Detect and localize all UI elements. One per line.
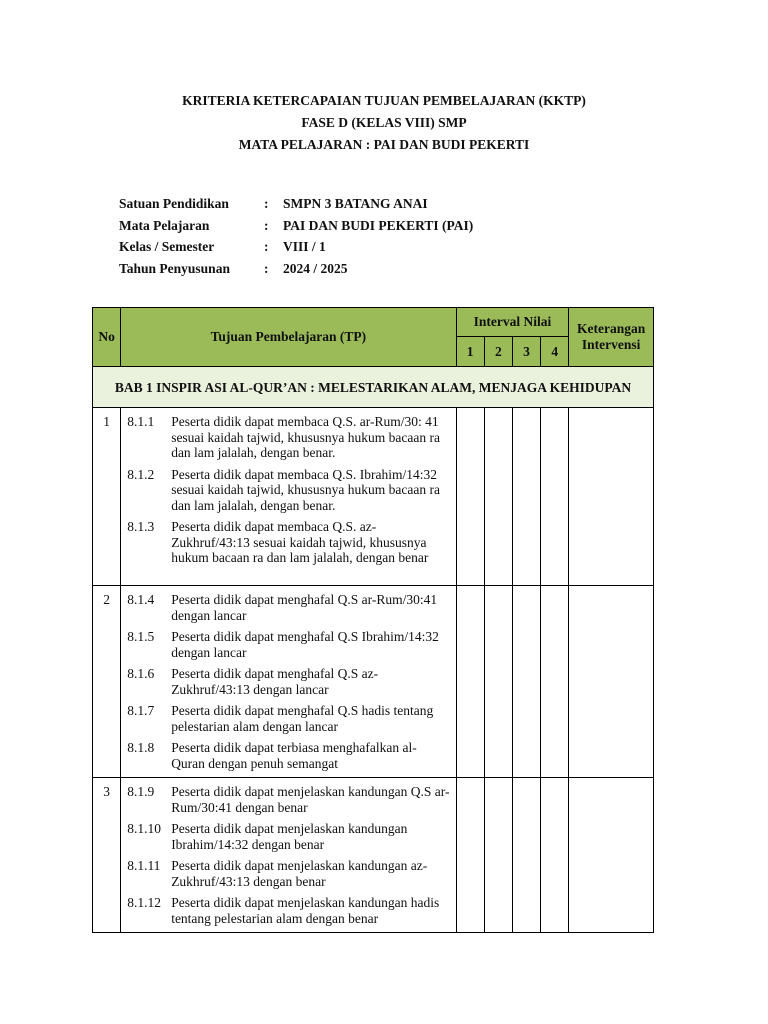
interval-cell[interactable] [512,586,540,778]
tp-item [127,592,449,623]
tp-code: 8.1.6 [127,666,155,681]
tp-code: 8.1.11 [127,858,161,873]
meta-row [119,196,473,218]
tp-item [127,858,449,889]
tp-item [127,414,449,461]
meta-value: VIII / 1 [283,239,326,254]
tp-text: Peserta didik dapat menjelaskan kandungan az-Zukhruf/43:13 dengan benar [171,858,428,889]
table-row [93,586,654,778]
meta-colon: : [264,239,269,254]
tp-text: Peserta didik dapat menghafal Q.S Ibrahim/14:32 dengan lancar [171,629,439,660]
tp-code: 8.1.3 [127,519,155,534]
table-row [93,778,654,933]
tp-code: 8.1.1 [127,414,155,429]
header-interval-value: 3 [512,337,540,367]
tp-item [127,821,449,852]
header-interval-value: 4 [541,337,569,367]
tp-item [127,666,449,697]
identity-table [119,196,473,282]
row-number: 3 [93,778,121,933]
tp-item [127,740,449,771]
tp-code: 8.1.10 [127,821,161,836]
meta-colon: : [264,217,269,233]
interval-cell[interactable] [484,408,512,586]
tp-item [127,703,449,734]
tp-list [121,408,456,586]
title-line-2: FASE D (KELAS VIII) SMP [301,115,467,130]
meta-key: Kelas / Semester [119,239,215,254]
keterangan-cell[interactable] [569,778,654,933]
kktp-table [92,307,654,933]
tp-code: 8.1.9 [127,784,155,799]
row-number: 2 [93,586,121,778]
tp-text: Peserta didik dapat menjelaskan kandungan hadis tentang pelestarian alam dengan benar [171,895,440,926]
meta-key: Tahun Penyusunan [119,260,230,276]
tp-code: 8.1.8 [127,740,155,755]
title-line-3: MATA PELAJARAN : PAI DAN BUDI PEKERTI [238,137,530,152]
meta-row [119,261,473,283]
tp-list [121,586,456,778]
interval-cell[interactable] [541,408,569,586]
tp-text: Peserta didik dapat menjelaskan kandungan Q.S ar-Rum/30:41 dengan benar [171,784,450,815]
meta-value: PAI DAN BUDI PEKERTI (PAI) [283,217,474,233]
tp-item [127,784,449,815]
tp-code: 8.1.4 [127,592,155,607]
tp-text: Peserta didik dapat menghafal Q.S ar-Rum/30:41 dengan lancar [171,592,438,623]
header-tp: Tujuan Pembelajaran (TP) [121,308,456,367]
tp-text: Peserta didik dapat terbiasa menghafalkan al-Quran dengan penuh semangat [171,740,417,771]
meta-value: 2024 / 2025 [283,260,348,276]
tp-text: Peserta didik dapat menghafal Q.S hadis tentang pelestarian alam dengan lancar [171,703,434,734]
interval-cell[interactable] [484,586,512,778]
meta-key: Satuan Pendidikan [119,196,229,211]
interval-cell[interactable] [541,778,569,933]
meta-row [119,239,473,261]
header-no: No [93,308,121,367]
tp-code: 8.1.2 [127,466,155,482]
tp-item [127,629,449,660]
tp-text: Peserta didik dapat membaca Q.S. ar-Rum/30: 41 sesuai kaidah tajwid, khususnya hukum bacaan ra dan lam jalalah, dengan benar. [171,414,440,460]
interval-cell[interactable] [484,778,512,933]
keterangan-cell[interactable] [569,586,654,778]
interval-cell[interactable] [512,408,540,586]
tp-code: 8.1.7 [127,703,155,718]
tp-text: Peserta didik dapat menjelaskan kandungan Ibrahim/14:32 dengan benar [171,821,408,852]
tp-list [121,778,456,933]
interval-cell[interactable] [456,408,484,586]
tp-text: Peserta didik dapat menghafal Q.S az-Zukhruf/43:13 dengan lancar [171,666,379,697]
header-row [93,308,654,337]
meta-colon: : [264,260,269,276]
header-interval: Interval Nilai [456,308,569,337]
interval-cell[interactable] [541,586,569,778]
tp-text: Peserta didik dapat membaca Q.S. Ibrahim/14:32 sesuai kaidah tajwid, khususnya hukum bacaan ra dan lam jalalah, dengan benar. [171,466,440,513]
meta-value: SMPN 3 BATANG ANAI [283,196,428,211]
keterangan-cell[interactable] [569,408,654,586]
document-title [0,90,768,156]
tp-item [127,895,449,926]
header-keterangan: Keterangan Intervensi [569,308,654,367]
title-line-1: KRITERIA KETERCAPAIAN TUJUAN PEMBELAJARAN (KKTP) [182,93,586,108]
chapter-title: BAB 1 INSPIR ASI AL-QUR’AN : MELESTARIKAN ALAM, MENJAGA KEHIDUPAN [93,367,654,408]
meta-colon: : [264,196,269,211]
row-number: 1 [93,408,121,586]
interval-cell[interactable] [456,778,484,933]
tp-code: 8.1.12 [127,895,161,910]
tp-code: 8.1.5 [127,629,155,644]
tp-text: Peserta didik dapat membaca Q.S. az-Zukhruf/43:13 sesuai kaidah tajwid, khususnya hukum bacaan ra dan lam jalalah, dengan benar [171,519,429,565]
meta-row [119,218,473,240]
table-row [93,408,654,586]
header-interval-value: 1 [456,337,484,367]
interval-cell[interactable] [456,586,484,778]
tp-item [127,467,449,514]
meta-key: Mata Pelajaran [119,217,210,233]
header-interval-value: 2 [484,337,512,367]
interval-cell[interactable] [512,778,540,933]
tp-item [127,519,449,566]
chapter-row [93,367,654,408]
